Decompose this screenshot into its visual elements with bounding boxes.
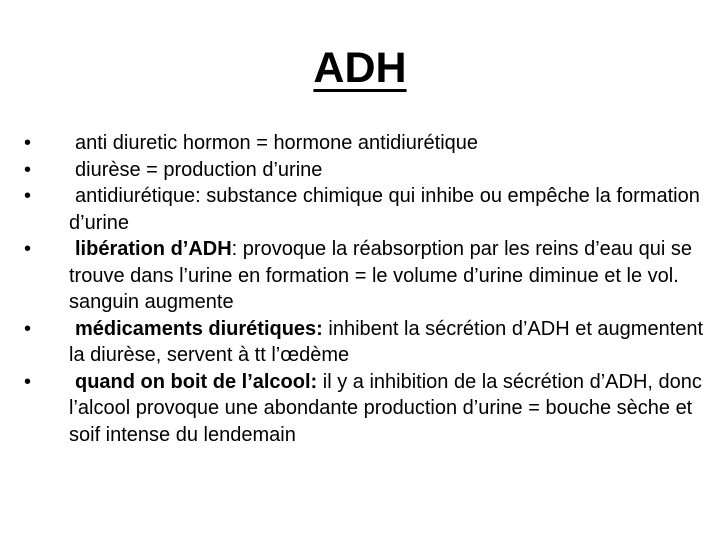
- bullet-marker: •: [24, 370, 32, 393]
- bullet-item: [24, 316, 704, 369]
- bullet-text: il y a inhibition de la sécrétion d’ADH, donc l’alcool provoque une abondante production d’urine = bouche sèche et soif intense du lendemain: [69, 370, 702, 446]
- bullet-lead: quand on boit de l’alcool:: [75, 370, 318, 393]
- bullet-item: [24, 183, 704, 236]
- bullet-marker: •: [24, 158, 32, 181]
- bullet-item: [24, 369, 704, 449]
- bullet-marker: •: [24, 317, 32, 340]
- bullet-marker: •: [24, 238, 32, 260]
- bullet-lead: libération d’ADH: [75, 238, 232, 260]
- bullet-text: anti diuretic hormon = hormone antidiurétique: [75, 132, 479, 154]
- bullet-lead: médicaments diurétiques:: [75, 317, 323, 340]
- bullet-item: [24, 157, 704, 184]
- bullet-text: inhibent la sécrétion d’ADH et augmentent la diurèse, servent à tt l’œdème: [69, 317, 704, 366]
- bullet-item: [24, 236, 704, 316]
- bullet-list: [24, 130, 704, 448]
- bullet-marker: •: [24, 185, 32, 207]
- bullet-marker: •: [24, 132, 32, 154]
- bullet-item: [24, 130, 704, 157]
- slide-title-text: ADH: [313, 44, 407, 92]
- bullet-text: : provoque la réabsorption par les reins d’eau qui se trouve dans l’urine en formation = le volume d’urine diminue et le vol. sanguin augmente: [69, 238, 692, 313]
- bullet-text: antidiurétique: substance chimique qui inhibe ou empêche la formation d’urine: [69, 185, 700, 234]
- slide-title: [0, 38, 720, 98]
- bullet-text: diurèse = production d’urine: [75, 158, 323, 181]
